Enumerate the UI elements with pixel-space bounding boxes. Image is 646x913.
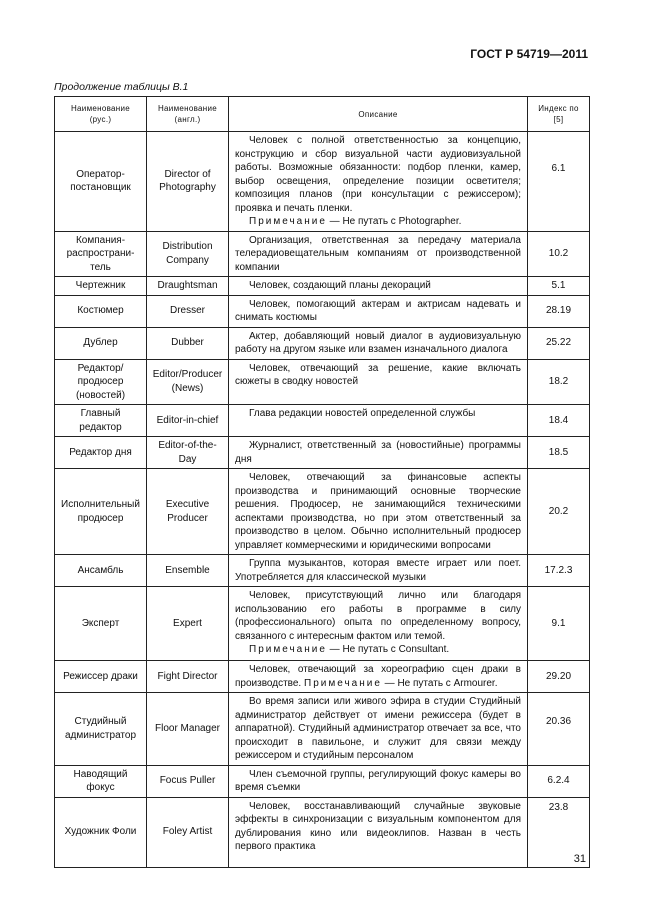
page-number: 31 [573,853,586,865]
term-en: Focus Puller [147,765,229,797]
term-description [229,277,528,296]
term-description [229,295,528,327]
table-row [55,231,590,277]
col-header-en: Наименование (англ.) [147,97,229,132]
table-row [55,555,590,587]
term-description [229,132,528,232]
term-description [229,661,528,693]
description-text: Человек с полной ответственностью за концепцию, конструкцию и сбор визуальной части аудиовизуальной работы. Возможные обязанности: подбор пленки, камер, выбор освещения, определение позиции осветителя; композиция планов (при консультации с режиссером); проявка и печать пленки. [235,135,521,214]
description-text: Журналист, ответственный за (новостийные) программы дня [235,440,521,465]
term-description [229,437,528,469]
term-ru: Главный редактор [55,405,147,437]
description-text: Человек, создающий планы декораций [249,280,431,291]
term-index: 23.8 [528,797,590,867]
term-en: Editor-of-the-Day [147,437,229,469]
description-text: Человек, помогающий актерам и актрисам надевать и снимать костюмы [235,298,521,323]
term-index: 25.22 [528,327,590,359]
note-text: — Не путать с Consultant. [326,644,450,655]
note-label: Примечание [249,644,327,655]
table-row [55,765,590,797]
description-text: Человек, восстанавливающий случайные звуковые эффекты в синхронизации с визуальным компонентом для дублирования кино или видеоклипов. Назван в честь первого практика [235,800,521,852]
description-text: Во время записи или живого эфира в студии Студийный администратор действует от имени режиссера (будет в аппаратной). Студийный администратор отвечает за все, что происходит в павильоне, и служит для связи между режиссером и студийным персоналом [235,696,521,761]
term-description [229,765,528,797]
term-en: Expert [147,587,229,661]
term-ru: Режиссер драки [55,661,147,693]
term-index: 6.2.4 [528,765,590,797]
term-index: 29.20 [528,661,590,693]
term-description [229,359,528,405]
note-label: Примечание [304,677,382,689]
term-index: 18.2 [528,359,590,405]
term-ru: Исполнительный продюсер [55,469,147,555]
description-text: Человек, отвечающий за решение, какие включать сюжеты в сводку новостей [235,362,521,387]
term-index: 20.36 [528,693,590,766]
term-description [229,587,528,661]
table-header-row [55,97,590,132]
terms-table [54,96,590,868]
term-index: 6.1 [528,132,590,232]
description-text: Человек, отвечающий за хореографию сцен драки в производстве. [235,664,521,689]
standard-header: ГОСТ Р 54719—2011 [470,47,588,61]
table-row [55,359,590,405]
term-en: Director of Photography [147,132,229,232]
table-row [55,661,590,693]
term-en: Editor-in-chief [147,405,229,437]
term-en: Editor/Producer (News) [147,359,229,405]
term-ru: Компания-распространи-тель [55,231,147,277]
term-index: 18.4 [528,405,590,437]
term-en: Distribution Company [147,231,229,277]
term-description [229,797,528,867]
note [235,643,521,657]
description-text: Группа музыкантов, которая вместе играет или поет. Употребляется для классической музыки [235,558,521,583]
term-index: 10.2 [528,231,590,277]
term-description [229,405,528,437]
term-description [229,469,528,555]
term-en: Dresser [147,295,229,327]
term-en: Floor Manager [147,693,229,766]
col-header-ru: Наименование (рус.) [55,97,147,132]
term-en: Foley Artist [147,797,229,867]
term-index: 20.2 [528,469,590,555]
table-row [55,469,590,555]
table-row [55,327,590,359]
term-index: 17.2.3 [528,555,590,587]
table-row [55,797,590,867]
table-row [55,132,590,232]
term-en: Ensemble [147,555,229,587]
table-row [55,295,590,327]
term-index: 5.1 [528,277,590,296]
note [235,215,521,229]
description-text: Актер, добавляющий новый диалог в аудиовизуальную работу на другом языке или взамен изначального диалога [235,330,521,355]
term-ru: Оператор-постановщик [55,132,147,232]
term-description [229,693,528,766]
description-text: Глава редакции новостей определенной службы [249,408,476,419]
description-text: Человек, отвечающий за финансовые аспекты производства и принимающий основные творческие решения. Продюсер, не занимающийся техническими аспектами производства, но при этом ответственный за производство в целом. Обычно исполнительный продюсер управляет коммерческими и юридическими вопросами [235,472,521,551]
term-ru: Редактор дня [55,437,147,469]
term-en: Executive Producer [147,469,229,555]
term-index: 9.1 [528,587,590,661]
term-index: 18.5 [528,437,590,469]
table-row [55,405,590,437]
term-description [229,555,528,587]
term-ru: Костюмер [55,295,147,327]
description-text: Член съемочной группы, регулирующий фокус камеры во время съемки [235,768,521,793]
term-description [229,327,528,359]
description-text: Организация, ответственная за передачу материала телерадиовещательным компаниям от производственной компании [235,234,521,273]
table-row [55,437,590,469]
description-text: Человек, присутствующий лично или благодаря использованию его работы в программе в силу (профессионального) опыта по определенному вопросу, связанного с интересным фактом или темой. [235,590,521,642]
note-text: — Не путать с Photographer. [326,216,462,227]
term-ru: Наводящий фокус [55,765,147,797]
term-ru: Художник Фоли [55,797,147,867]
term-index: 28.19 [528,295,590,327]
table-row [55,693,590,766]
term-ru: Эксперт [55,587,147,661]
term-en: Draughtsman [147,277,229,296]
term-en: Dubber [147,327,229,359]
term-ru: Чертежник [55,277,147,296]
term-ru: Студийный администратор [55,693,147,766]
term-ru: Редактор/продюсер (новостей) [55,359,147,405]
note-label: Примечание [249,216,327,227]
term-en: Fight Director [147,661,229,693]
table-row [55,277,590,296]
table-row [55,587,590,661]
table-caption: Продолжение таблицы В.1 [54,81,189,93]
note-text: — Не путать с Armourer. [381,677,498,689]
term-description [229,231,528,277]
term-ru: Ансамбль [55,555,147,587]
col-header-desc: Описание [229,97,528,132]
term-ru: Дублер [55,327,147,359]
col-header-index: Индекс по [5] [528,97,590,132]
